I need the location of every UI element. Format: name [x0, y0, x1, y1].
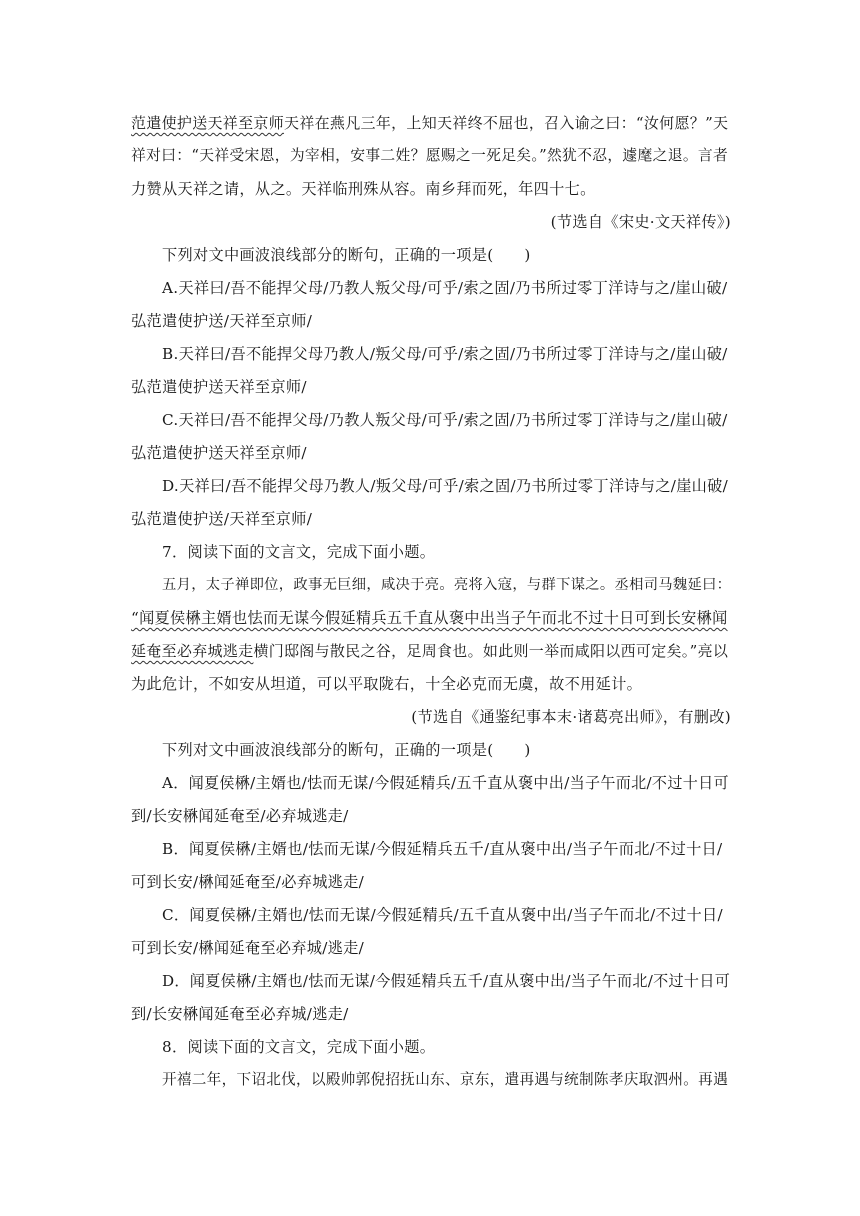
passage6-line2: 祥对曰：“天祥受宋恩，为宰相，安事二姓？愿赐之一死足矣。”然犹不忍，遽麾之退。言者 — [131, 147, 729, 164]
question7-option-b-line1: B．闻夏侯楙/主婿也/怯而无谋/今假延精兵五千/直从褒中出/当子午而北/不过十日/ — [162, 840, 723, 858]
wavy-underlined-text: “闻夏侯楙主婿也怯而无谋今假延精兵五千直从褒中出当子午而北不过十日可到长安楙闻 — [131, 609, 728, 627]
question6-option-c-line2: 弘范遣使护送天祥至京师/ — [131, 444, 307, 462]
question7-option-b-line2: 可到长安/楙闻延奄至/必弃城逃走/ — [131, 873, 365, 891]
question7-option-a-line2: 到/长安楙闻延奄至/必弃城逃走/ — [131, 807, 349, 825]
question6-option-c-line1: C.天祥曰/吾不能捍父母/乃教人叛父母/可乎/索之固/乃书所过零丁洋诗与之/崖山破/ — [162, 411, 728, 429]
question6-option-b-line1: B.天祥曰/吾不能捍父母乃教人/叛父母/可乎/索之固/乃书所过零丁洋诗与之/崖山破/ — [162, 345, 728, 363]
wavy-underlined-text: 延奄至必弃城逃走 — [131, 642, 254, 660]
question7-passage-line1: 五月，太子禅即位，政事无巨细，咸决于亮。亮将入寇，与群下谋之。丞相司马魏延曰： — [162, 577, 732, 593]
question6-option-a-line1: A.天祥曰/吾不能捍父母/乃教人叛父母/可乎/索之固/乃书所过零丁洋诗与之/崖山破/ — [162, 279, 728, 297]
passage-text: 天祥在燕凡三年，上知天祥终不屈也，召入谕之曰：“汝何愿？”天 — [284, 114, 729, 132]
question7-prompt: 下列对文中画波浪线部分的断句，正确的一项是( ) — [162, 741, 531, 759]
question8-passage-line1: 开禧二年，下诏北伐，以殿帅郭倪招抚山东、京东，遣再遇与统制陈孝庆取泗州。再遇 — [162, 1071, 728, 1088]
question6-option-b-line2: 弘范遣使护送天祥至京师/ — [131, 378, 307, 396]
question7-passage-line3 — [131, 640, 728, 662]
passage-text: 横门邸阁与散民之谷，足周食也。如此则一举而咸阳以西可定矣。”亮以 — [253, 642, 729, 660]
question6-option-d-line1: D.天祥曰/吾不能捍父母乃教人/叛父母/可乎/索之固/乃书所过零丁洋诗与之/崖山破/ — [162, 477, 729, 495]
passage6-source: (节选自《宋史·文天祥传》) — [550, 213, 731, 231]
question6-option-a-line2: 弘范遣使护送/天祥至京师/ — [131, 312, 313, 330]
question8-heading: 8．阅读下面的文言文，完成下面小题。 — [162, 1038, 436, 1056]
passage6-line3: 力赞从天祥之请，从之。天祥临刑殊从容。南乡拜而死，年四十七。 — [131, 180, 596, 198]
question7-option-c-line2: 可到长安/楙闻延奄至必弃城/逃走/ — [131, 939, 365, 957]
question6-prompt: 下列对文中画波浪线部分的断句，正确的一项是( ) — [162, 246, 531, 264]
question7-heading: 7．阅读下面的文言文，完成下面小题。 — [162, 543, 436, 561]
question6-option-d-line2: 弘范遣使护送/天祥至京师/ — [131, 510, 313, 528]
question7-passage-line4: 为此危计，不如安从坦道，可以平取陇右，十全必克而无虞，故不用延计。 — [131, 675, 643, 693]
passage6-line1 — [131, 112, 728, 134]
question7-option-c-line1: C．闻夏侯楙/主婿也/怯而无谋/今假延精兵/五千直从褒中出/当子午而北/不过十日/ — [162, 906, 723, 924]
question7-option-d-line1: D．闻夏侯楙/主婿也/怯而无谋/今假延精兵五千/直从褒中出/当子午而北/不过十日可 — [162, 972, 731, 990]
question7-passage-line2 — [131, 607, 728, 629]
question7-source: (节选自《通鉴纪事本末·诸葛亮出师》，有删改) — [411, 708, 731, 726]
question7-option-a-line1: A．闻夏侯楙/主婿也/怯而无谋/今假延精兵/五千直从褒中出/当子午而北/不过十日可 — [162, 774, 729, 792]
question7-option-d-line2: 到/长安楙闻延奄至必弃城/逃走/ — [131, 1005, 349, 1023]
wavy-underlined-text: 范遣使护送天祥至京师 — [131, 114, 285, 132]
